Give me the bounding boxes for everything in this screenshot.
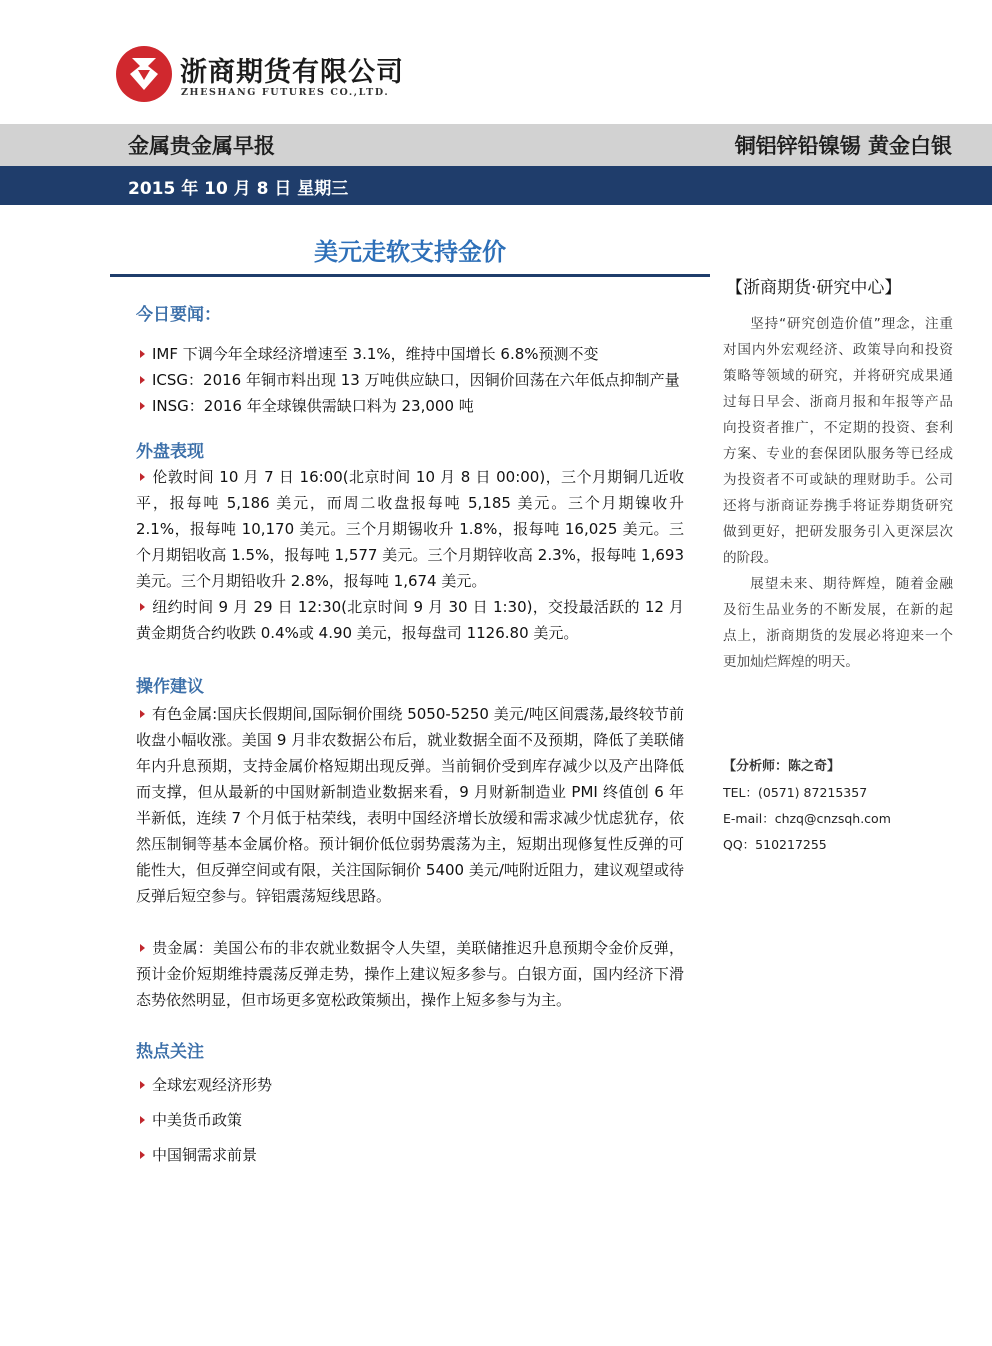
bullet-arrow-icon — [140, 402, 145, 410]
news-item: ICSG：2016 年铜市料出现 13 万吨供应缺口，因铜价回荡在六年低点抑制产量 — [136, 367, 684, 393]
sidebar-paragraph: 坚持“研究创造价值”理念，注重对国内外宏观经济、政策导向和投资策略等领域的研究，并将研究成果通过每日早会、浙商月报和年报等产品向投资者推广，不定期的投资、套利方案、专业的套保团队服务等已经成为投资者不可或缺的理财助手。公司还将与浙商证券携手将证券期货研究做到更好，把研发服务引入更深层次的阶段。 — [723, 316, 953, 566]
sidebar-intro — [723, 311, 953, 675]
bullet-arrow-icon — [140, 376, 145, 384]
section-heading-news: 今日要闻： — [136, 305, 221, 325]
news-item: IMF 下调今年全球经济增速至 3.1%，维持中国增长 6.8%预测不变 — [136, 341, 684, 367]
bullet-arrow-icon — [140, 1151, 145, 1159]
sidebar-paragraph: 展望未来、期待辉煌，随着金融及衍生品业务的不断发展，在新的起点上，浙商期货的发展必将迎来一个更加灿烂辉煌的明天。 — [723, 576, 953, 670]
section-heading-hotspots: 热点关注 — [136, 1042, 204, 1062]
section-heading-overseas: 外盘表现 — [136, 442, 204, 462]
date-band — [0, 166, 992, 205]
company-name-en: ZHESHANG FUTURES CO.,LTD. — [181, 87, 390, 98]
overseas-item: 伦敦时间 10 月 7 日 16:00(北京时间 10 月 8 日 00:00)，三个月期铜几近收平，报每吨 5,186 美元，而周二收盘报每吨 5,185 美元。三个月期镍收升 2.1%，报每吨 10,170 美元。三个月期锡收升 1.8%，报每吨 16,025 美元。三个月期铝收高 1.5%，报每吨 1,577 美元。三个月期锌收高 2.3%，报每吨 1,693 美元。三个月期铅收升 2.8%，报每吨 1,674 美元。 — [136, 468, 684, 590]
analyst-email[interactable]: E-mail：chzq@cnzsqh.com — [723, 811, 891, 826]
bullet-arrow-icon — [140, 473, 145, 481]
sidebar-heading: 【浙商期货·研究中心】 — [726, 278, 902, 298]
report-band — [0, 124, 992, 166]
bullet-arrow-icon — [140, 1081, 145, 1089]
bullet-arrow-icon — [140, 350, 145, 358]
company-name-cn: 浙商期货有限公司 — [180, 57, 404, 88]
bullet-arrow-icon — [140, 710, 145, 718]
overseas-item: 纽约时间 9 月 29 日 12:30(北京时间 9 月 30 日 1:30)，交投最活跃的 12 月黄金期货合约收跌 0.4%或 4.90 美元，报每盘司 1126.80 美元。 — [136, 598, 684, 642]
hotspot-item: 全球宏观经济形势 — [136, 1072, 684, 1098]
metals-list: 铜铝锌铅镍锡 黄金白银 — [734, 134, 952, 158]
analyst-qq: QQ：510217255 — [723, 837, 827, 852]
title-divider — [110, 274, 710, 277]
bullet-arrow-icon — [140, 603, 145, 611]
advice-item: 有色金属:国庆长假期间,国际铜价围绕 5050-5250 美元/吨区间震荡,最终较节前收盘小幅收涨。美国 9 月非农数据公布后，就业数据全面不及预期，降低了美联储年内升息预期，支持金属价格短期出现反弹。当前铜价受到库存减少以及产出降低而支撑，但从最新的中国财新制造业数据来看，9 月财新制造业 PMI 终值创 6 年半新低，连续 7 个月低于枯荣线，表明中国经济增长放缓和需求减少忧虑犹存，依然压制铜等基本金属价格。预计铜价低位弱势震荡为主，短期出现修复性反弹的可能性大，但反弹空间或有限，关注国际铜价 5400 美元/吨附近阻力，建议观望或待反弹后短空参与。锌铝震荡短线思路。 — [136, 705, 684, 905]
analyst-contact — [723, 754, 963, 858]
advice-item: 贵金属：美国公布的非农就业数据令人失望，美联储推迟升息预期令金价反弹，预计金价短期维持震荡反弹走势，操作上建议短多参与。白银方面，国内经济下滑态势依然明显，但市场更多宽松政策频出，操作上短多参与为主。 — [136, 939, 684, 1009]
bullet-arrow-icon — [140, 1116, 145, 1124]
news-item: INSG：2016 年全球镍供需缺口料为 23,000 吨 — [136, 393, 684, 419]
analyst-tel: TEL：(0571) 87215357 — [723, 785, 868, 800]
report-name: 金属贵金属早报 — [128, 134, 275, 158]
bullet-arrow-icon — [140, 944, 145, 952]
main-content — [136, 300, 684, 1168]
section-heading-advice: 操作建议 — [136, 677, 204, 697]
report-date: 2015 年 10 月 8 日 星期三 — [128, 179, 349, 199]
hotspot-item: 中美货币政策 — [136, 1107, 684, 1133]
article-title: 美元走软支持金价 — [314, 238, 506, 266]
zheshang-logo-icon — [114, 44, 174, 104]
analyst-name: 【分析师：陈之奇】 — [723, 759, 841, 774]
hotspot-item: 中国铜需求前景 — [136, 1142, 684, 1168]
